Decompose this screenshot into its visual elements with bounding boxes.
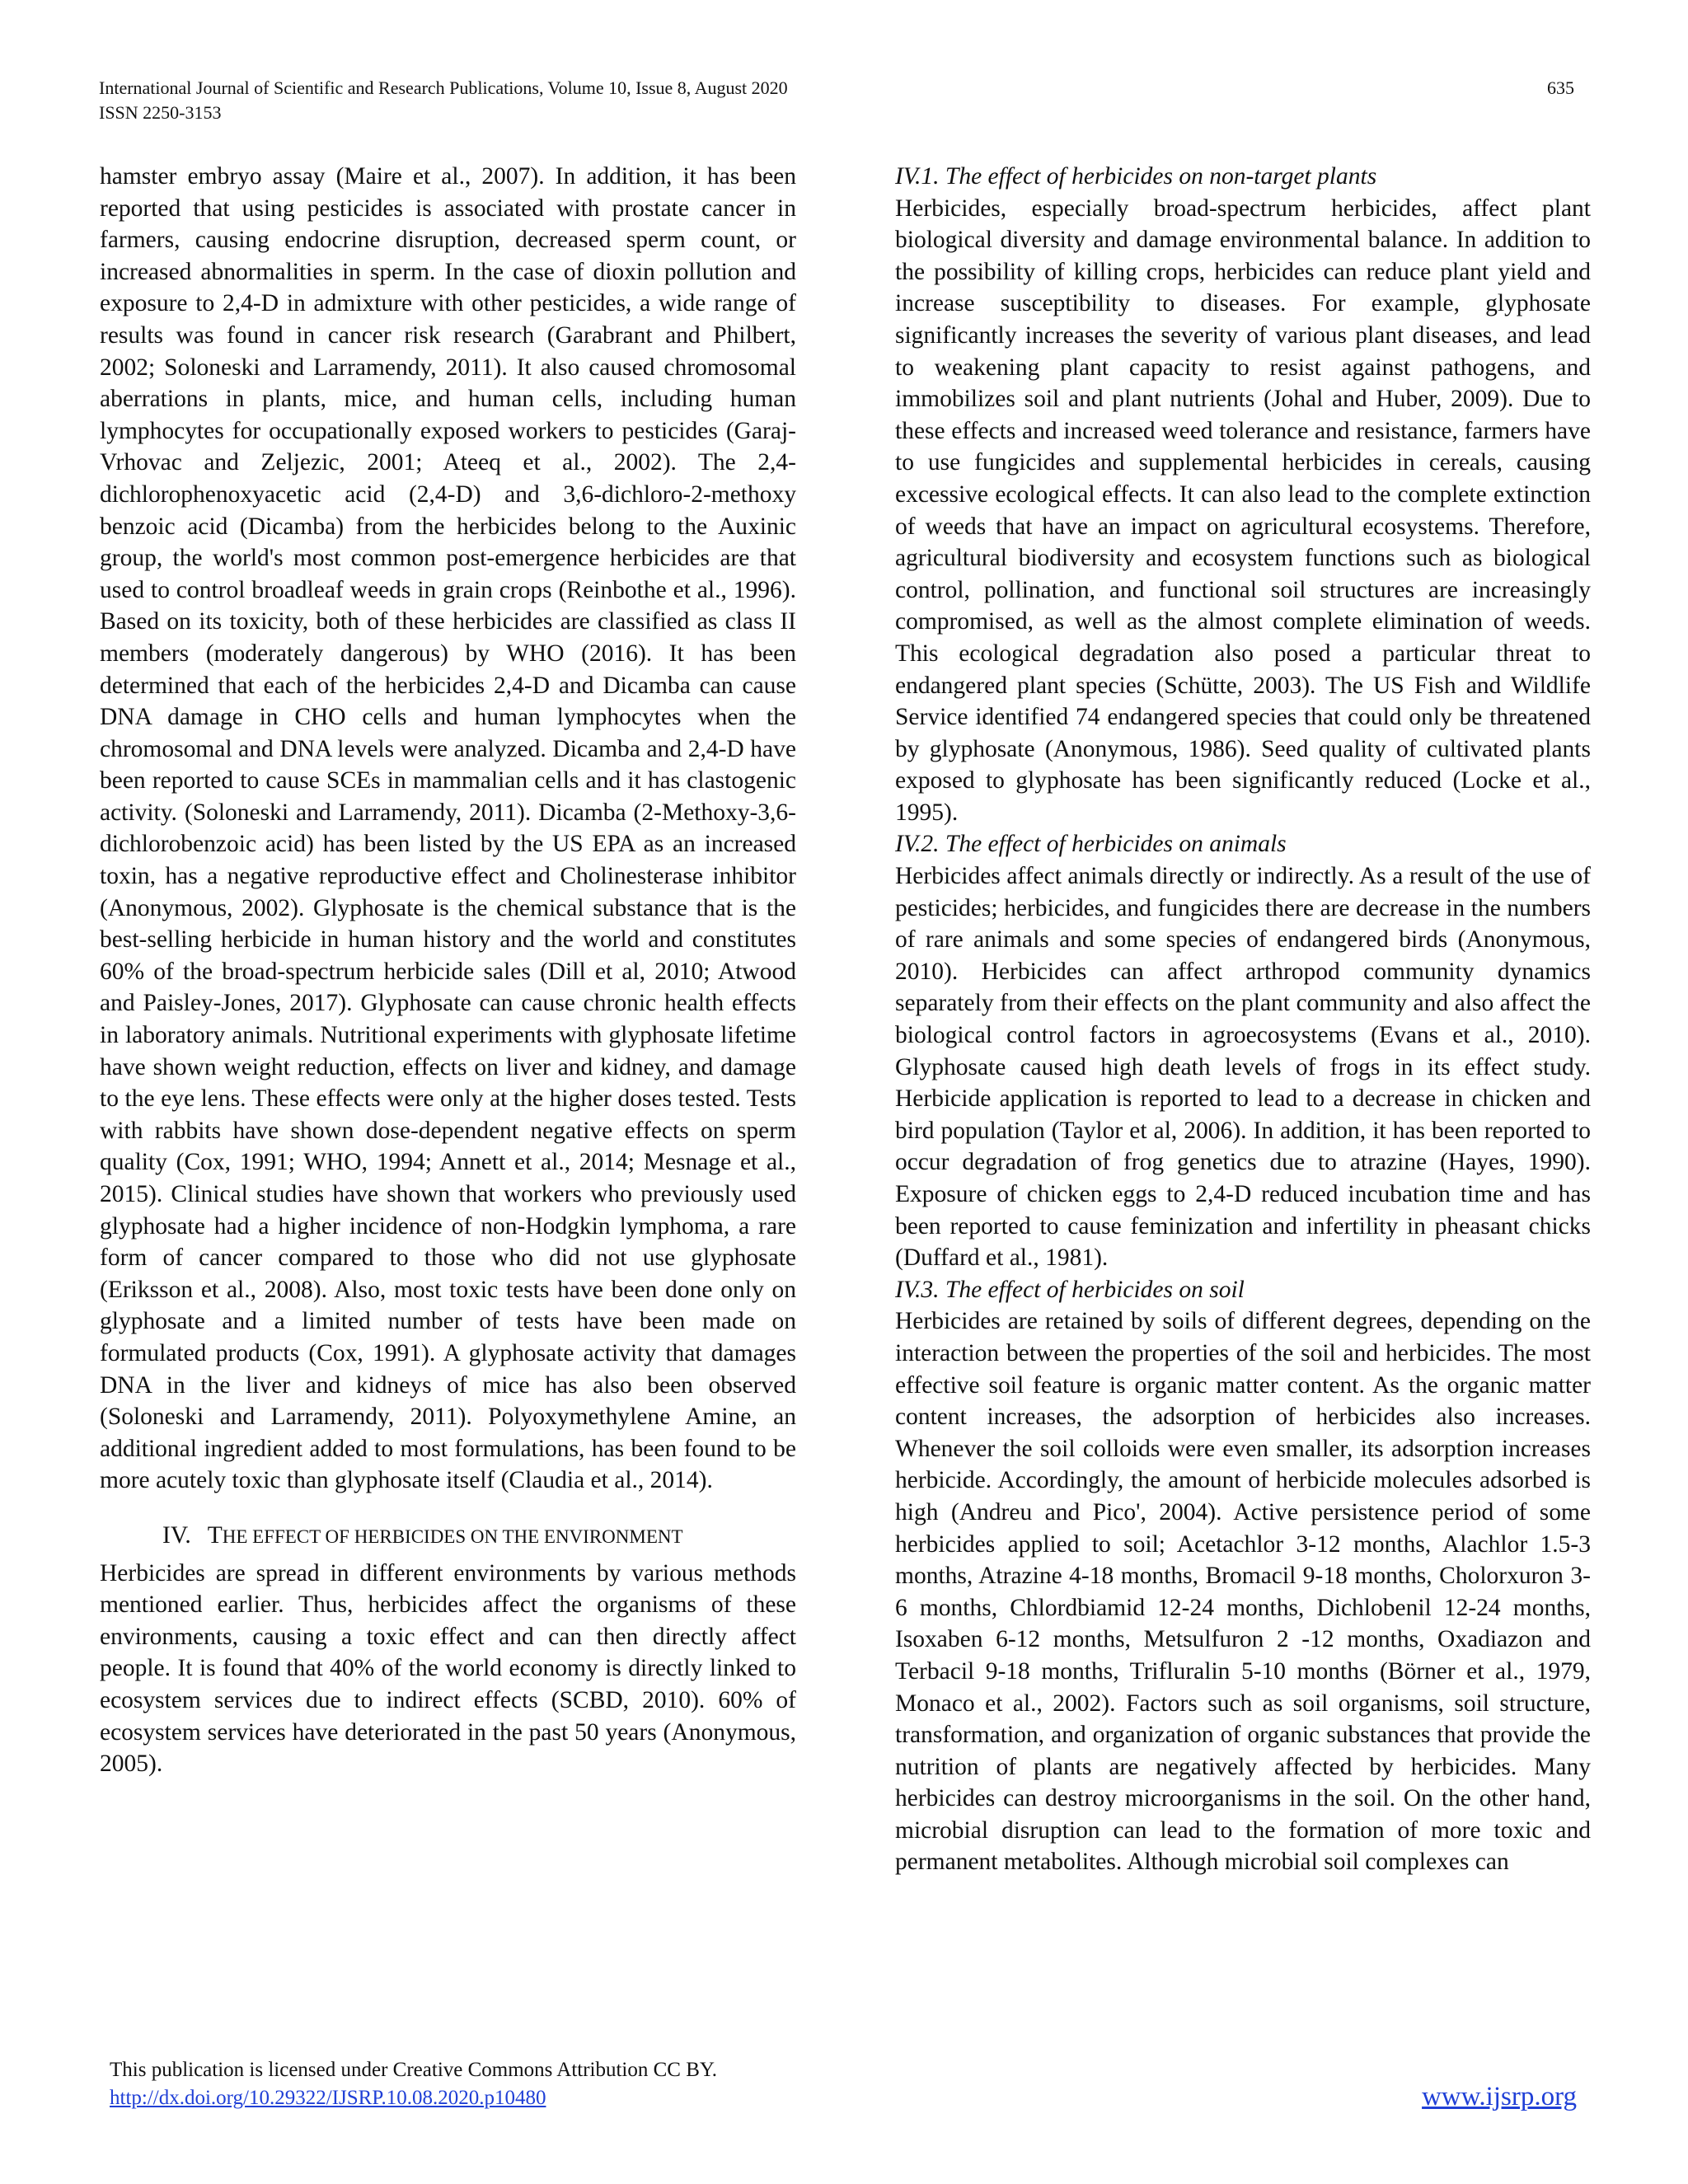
subsection-heading-soil: IV.3. The effect of herbicides on soil	[895, 1276, 1245, 1303]
right-column	[895, 161, 1591, 1878]
issn: ISSN 2250-3153	[99, 102, 222, 123]
page-header	[99, 76, 1574, 125]
body-paragraph: Herbicides affect animals directly or indirectly. As a result of the use of pesticides; herbicides, and fungicides there are decrease in the numbers of rare animals and some species of endangered birds (Anonymous, 2010). Herbicides can affect arthropod community dynamics separately from their effects on the plant community and also affect the biological control factors in agroecosystems (Evans et al., 2010). Glyphosate caused high death levels of frogs in its effect study. Herbicide application is reported to lead to a decrease in chicken and bird population (Taylor et al, 2006). In addition, it has been reported to occur degradation of frog genetics due to atrazine (Hayes, 1990). Exposure of chicken eggs to 2,4-D reduced incubation time and has been reported to cause feminization and infertility in pheasant chicks (Duffard et al., 1981).	[895, 863, 1591, 1272]
section-number: IV.	[162, 1521, 191, 1549]
body-paragraph: Herbicides, especially broad-spectrum herbicides, affect plant biological diversity and damage environmental balance. In addition to the possibility of killing crops, herbicides can reduce plant yield and increase susceptibility to diseases. For example, glyphosate significantly increases the severity of various plant diseases, and lead to weakening plant capacity to resist against pathogens, and immobilizes soil and plant nutrients (Johal and Huber, 2009). Due to these effects and increased weed tolerance and resistance, farmers have to use fungicides and supplemental herbicides in cereals, causing excessive ecological effects. It can also lead to the complete extinction of weeds that have an impact on agricultural ecosystems. Therefore, agricultural biodiversity and ecosystem functions such as biological control, pollination, and functional soil structures are increasingly compromised, as well as the almost complete elimination of weeds. This ecological degradation also posed a particular threat to endangered plant species (Schütte, 2003). The US Fish and Wildlife Service identified 74 endangered species that could only be threatened by glyphosate (Anonymous, 1986). Seed quality of cultivated plants exposed to glyphosate has been significantly reduced (Locke et al., 1995).	[895, 194, 1591, 826]
page-footer	[110, 2056, 1585, 2112]
body-paragraph: Herbicides are retained by soils of different degrees, depending on the interaction between the properties of the soil and herbicides. The most effective soil feature is organic matter content. As the organic matter content increases, the adsorption of herbicides also increases. Whenever the soil colloids were even smaller, its adsorption increases herbicide. Accordingly, the amount of herbicide molecules adsorbed is high (Andreu and Pico', 2004). Active persistence period of some herbicides applied to soil; Acetachlor 3-12 months, Alachlor 1.5-3 months, Atrazine 4-18 months, Bromacil 9-18 months, Cholorxuron 3-6 months, Chlordbiamid 12-24 months, Dichlobenil 12-24 months, Isoxaben 6-12 months, Metsulfuron 2 -12 months, Oxadiazon and Terbacil 9-18 months, Trifluralin 5-10 months (Börner et al., 1979, Monaco et al., 2002). Factors such as soil organisms, soil structure, transformation, and organization of organic substances that provide the nutrition of plants are negatively affected by herbicides. Many herbicides can destroy microorganisms in the soil. On the other hand, microbial disruption can lead to the formation of more toxic and permanent metabolites. Although microbial soil complexes can	[895, 1308, 1591, 1876]
left-column	[100, 161, 796, 1780]
subsection-heading-animals: IV.2. The effect of herbicides on animals	[895, 831, 1287, 858]
page-number: 635	[1547, 77, 1574, 98]
doi-link[interactable]: http://dx.doi.org/10.29322/IJSRP.10.08.2020.p10480	[110, 2087, 546, 2109]
subsection-heading-non-target-plants: IV.1. The effect of herbicides on non-target plants	[895, 163, 1377, 190]
section-title: HE EFFECT OF HERBICIDES ON THE ENVIRONMENT	[222, 1526, 683, 1547]
license-notice: This publication is licensed under Creative Commons Attribution CC BY.	[110, 2059, 717, 2081]
site-link[interactable]: www.ijsrp.org	[1422, 2082, 1577, 2111]
section-title-initial: T	[207, 1521, 223, 1549]
body-paragraph: Herbicides are spread in different environments by various methods mentioned earlier. Thus, herbicides affect the organisms of these environments, causing a toxic effect and can then directly affect people. It is found that 40% of the world economy is directly linked to ecosystem services due to indirect effects (SCBD, 2010). 60% of ecosystem services have deteriorated in the past 50 years (Anonymous, 2005).	[100, 1559, 796, 1778]
journal-citation: International Journal of Scientific and Research Publications, Volume 10, Issue 8, August 2020	[99, 77, 788, 98]
body-paragraph: hamster embryo assay (Maire et al., 2007). In addition, it has been reported that using pesticides is associated with prostate cancer in farmers, causing endocrine disruption, decreased sperm count, or increased abnormalities in sperm. In the case of dioxin pollution and exposure to 2,4-D in admixture with other pesticides, a wide range of results was found in cancer risk research (Garabrant and Philbert, 2002; Soloneski and Larramendy, 2011). It also caused chromosomal aberrations in plants, mice, and human cells, including human lymphocytes for occupationally exposed workers to pesticides (Garaj-Vrhovac and Zeljezic, 2001; Ateeq et al., 2002). The 2,4-dichlorophenoxyacetic acid (2,4-D) and 3,6-dichloro-2-methoxy benzoic acid (Dicamba) from the herbicides belong to the Auxinic group, the world's most common post-emergence herbicides are that used to control broadleaf weeds in grain crops (Reinbothe et al., 1996). Based on its toxicity, both of these herbicides are classified as class II members (moderately dangerous) by WHO (2016). It has been determined that each of the herbicides 2,4-D and Dicamba can cause DNA damage in CHO cells and human lymphocytes when the chromosomal and DNA levels were analyzed. Dicamba and 2,4-D have been reported to cause SCEs in mammalian cells and it has clastogenic activity. (Soloneski and Larramendy, 2011). Dicamba (2-Methoxy-3,6-dichlorobenzoic acid) has been listed by the US EPA as an increased toxin, has a negative reproductive effect and Cholinesterase inhibitor (Anonymous, 2002). Glyphosate is the chemical substance that is the best-selling herbicide in human history and the world and constitutes 60% of the broad-spectrum herbicide sales (Dill et al, 2010; Atwood and Paisley-Jones, 2017). Glyphosate can cause chronic health effects in laboratory animals. Nutritional experiments with glyphosate lifetime have shown weight reduction, effects on liver and kidney, and damage to the eye lens. These effects were only at the higher doses tested. Tests with rabbits have shown dose-dependent negative effects on sperm quality (Cox, 1991; WHO, 1994; Annett et al., 2014; Mesnage et al., 2015). Clinical studies have shown that workers who previously used glyphosate had a higher incidence of non-Hodgkin lymphoma, a rare form of cancer compared to those who did not use glyphosate (Eriksson et al., 2008). Also, most toxic tests have been done only on glyphosate and a limited number of tests have been made on formulated products (Cox, 1991). A glyphosate activity that damages DNA in the liver and kidneys of mice has also been observed (Soloneski and Larramendy, 2011). Polyoxymethylene Amine, an additional ingredient added to most formulations, has been found to be more acutely toxic than glyphosate itself (Claudia et al., 2014).	[100, 163, 796, 1494]
section-heading	[100, 1520, 796, 1554]
